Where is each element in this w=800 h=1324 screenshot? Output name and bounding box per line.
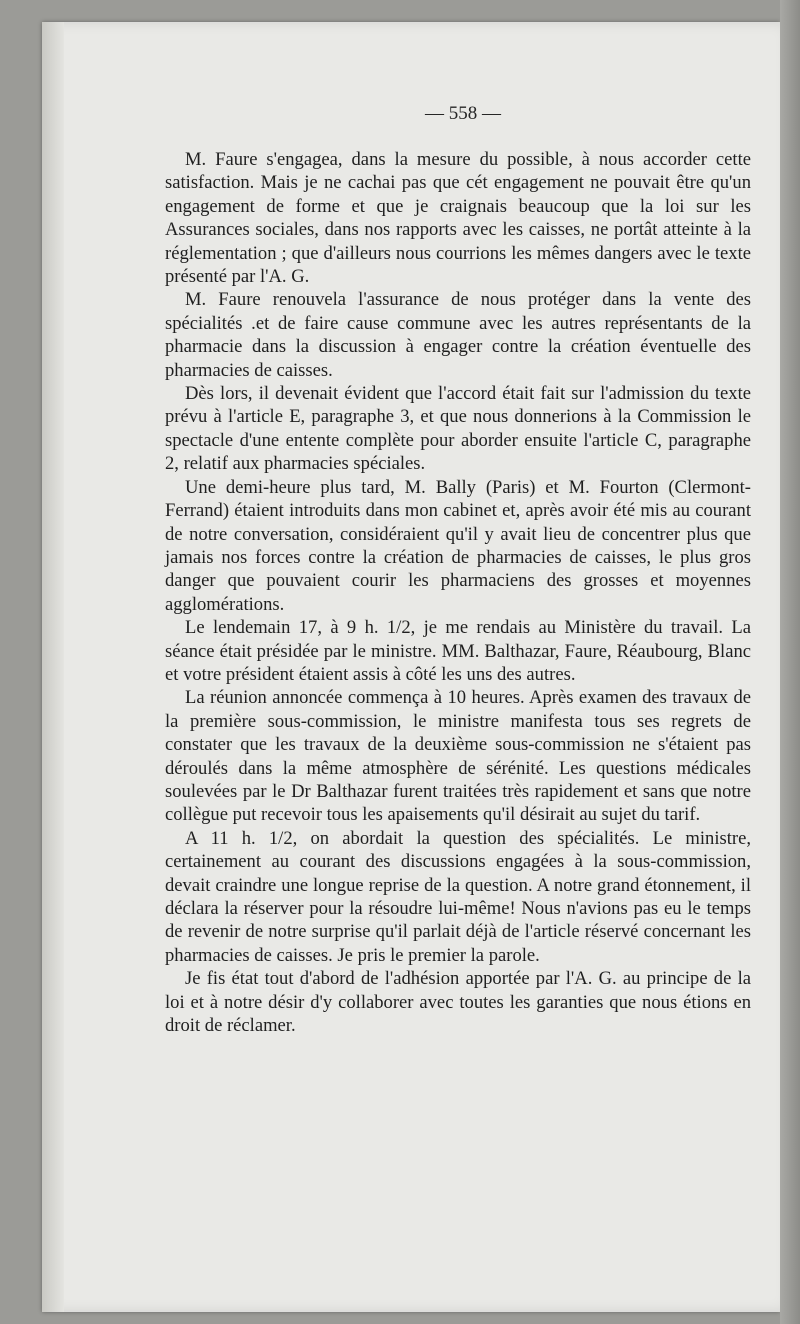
- paragraph: M. Faure s'engagea, dans la mesure du possible, à nous accorder cette satisfaction. Mais je ne cachai pas que cét engagement ne pouvait être qu'un engagement de forme et que je craignais beaucoup que la loi sur les Assurances sociales, dans nos rapports avec les caisses, ne portât atteinte à la réglementation ; que d'ailleurs nous courrions les mêmes dangers avec le texte présenté par l'A. G.: [165, 149, 751, 288]
- page-number: — 558 —: [425, 103, 501, 124]
- paragraph: M. Faure renouvela l'assurance de nous protéger dans la vente des spécialités .et de faire cause commune avec les autres représentants de la pharmacie dans la discussion à engager contre la création éventuelle des pharmacies de caisses.: [165, 289, 751, 381]
- paragraph: Une demi-heure plus tard, M. Bally (Paris) et M. Fourton (Clermont-Ferrand) étaient introduits dans mon cabinet et, après avoir été mis au courant de notre conversation, considéraient qu'il y avait lieu de concentrer plus que jamais nos forces contre la création de pharmacies de caisses, le plus gros danger que pouvaient courir les pharmaciens des grosses et moyennes agglomérations.: [165, 476, 751, 615]
- paragraph: Dès lors, il devenait évident que l'accord était fait sur l'admission du texte prévu à l'article E, paragraphe 3, et que nous donnerions à la Commission le spectacle d'une entente complète pour aborder ensuite l'article C, paragraphe 2, relatif aux pharmacies spéciales.: [165, 383, 751, 475]
- paragraph: Je fis état tout d'abord de l'adhésion apportée par l'A. G. au principe de la loi et à notre désir d'y collaborer avec toutes les garanties que nous étions en droit de réclamer.: [165, 968, 751, 1037]
- body-text: [165, 148, 751, 1037]
- page-gutter: [42, 22, 64, 1312]
- paragraph: A 11 h. 1/2, on abordait la question des spécialités. Le ministre, certainement au courant des discussions engagées à la sous-commission, devait craindre une longue reprise de la question. A notre grand étonnement, il déclara la réserver pour la résoudre lui-même! Nous n'avions pas eu le temps de revenir de notre surprise qu'il parlait déjà de l'article réservé concernant les pharmacies de caisses. Je pris le premier la parole.: [165, 827, 751, 966]
- paragraph: La réunion annoncée commença à 10 heures. Après examen des travaux de la première sous-commission, le ministre manifesta tous ses regrets de constater que les travaux de la deuxième sous-commission ne s'étaient pas déroulés dans la même atmosphère de sérénité. Les questions médicales soulevées par le Dr Balthazar furent traitées très rapidement et sans que notre collègue put recevoir tous les apaisements qu'il désirait au sujet du tarif.: [165, 687, 751, 826]
- paragraph: Le lendemain 17, à 9 h. 1/2, je me rendais au Ministère du travail. La séance était présidée par le ministre. MM. Balthazar, Faure, Réaubourg, Blanc et votre président étaient assis à côté les uns des autres.: [165, 617, 751, 685]
- page-edge: [780, 0, 800, 1324]
